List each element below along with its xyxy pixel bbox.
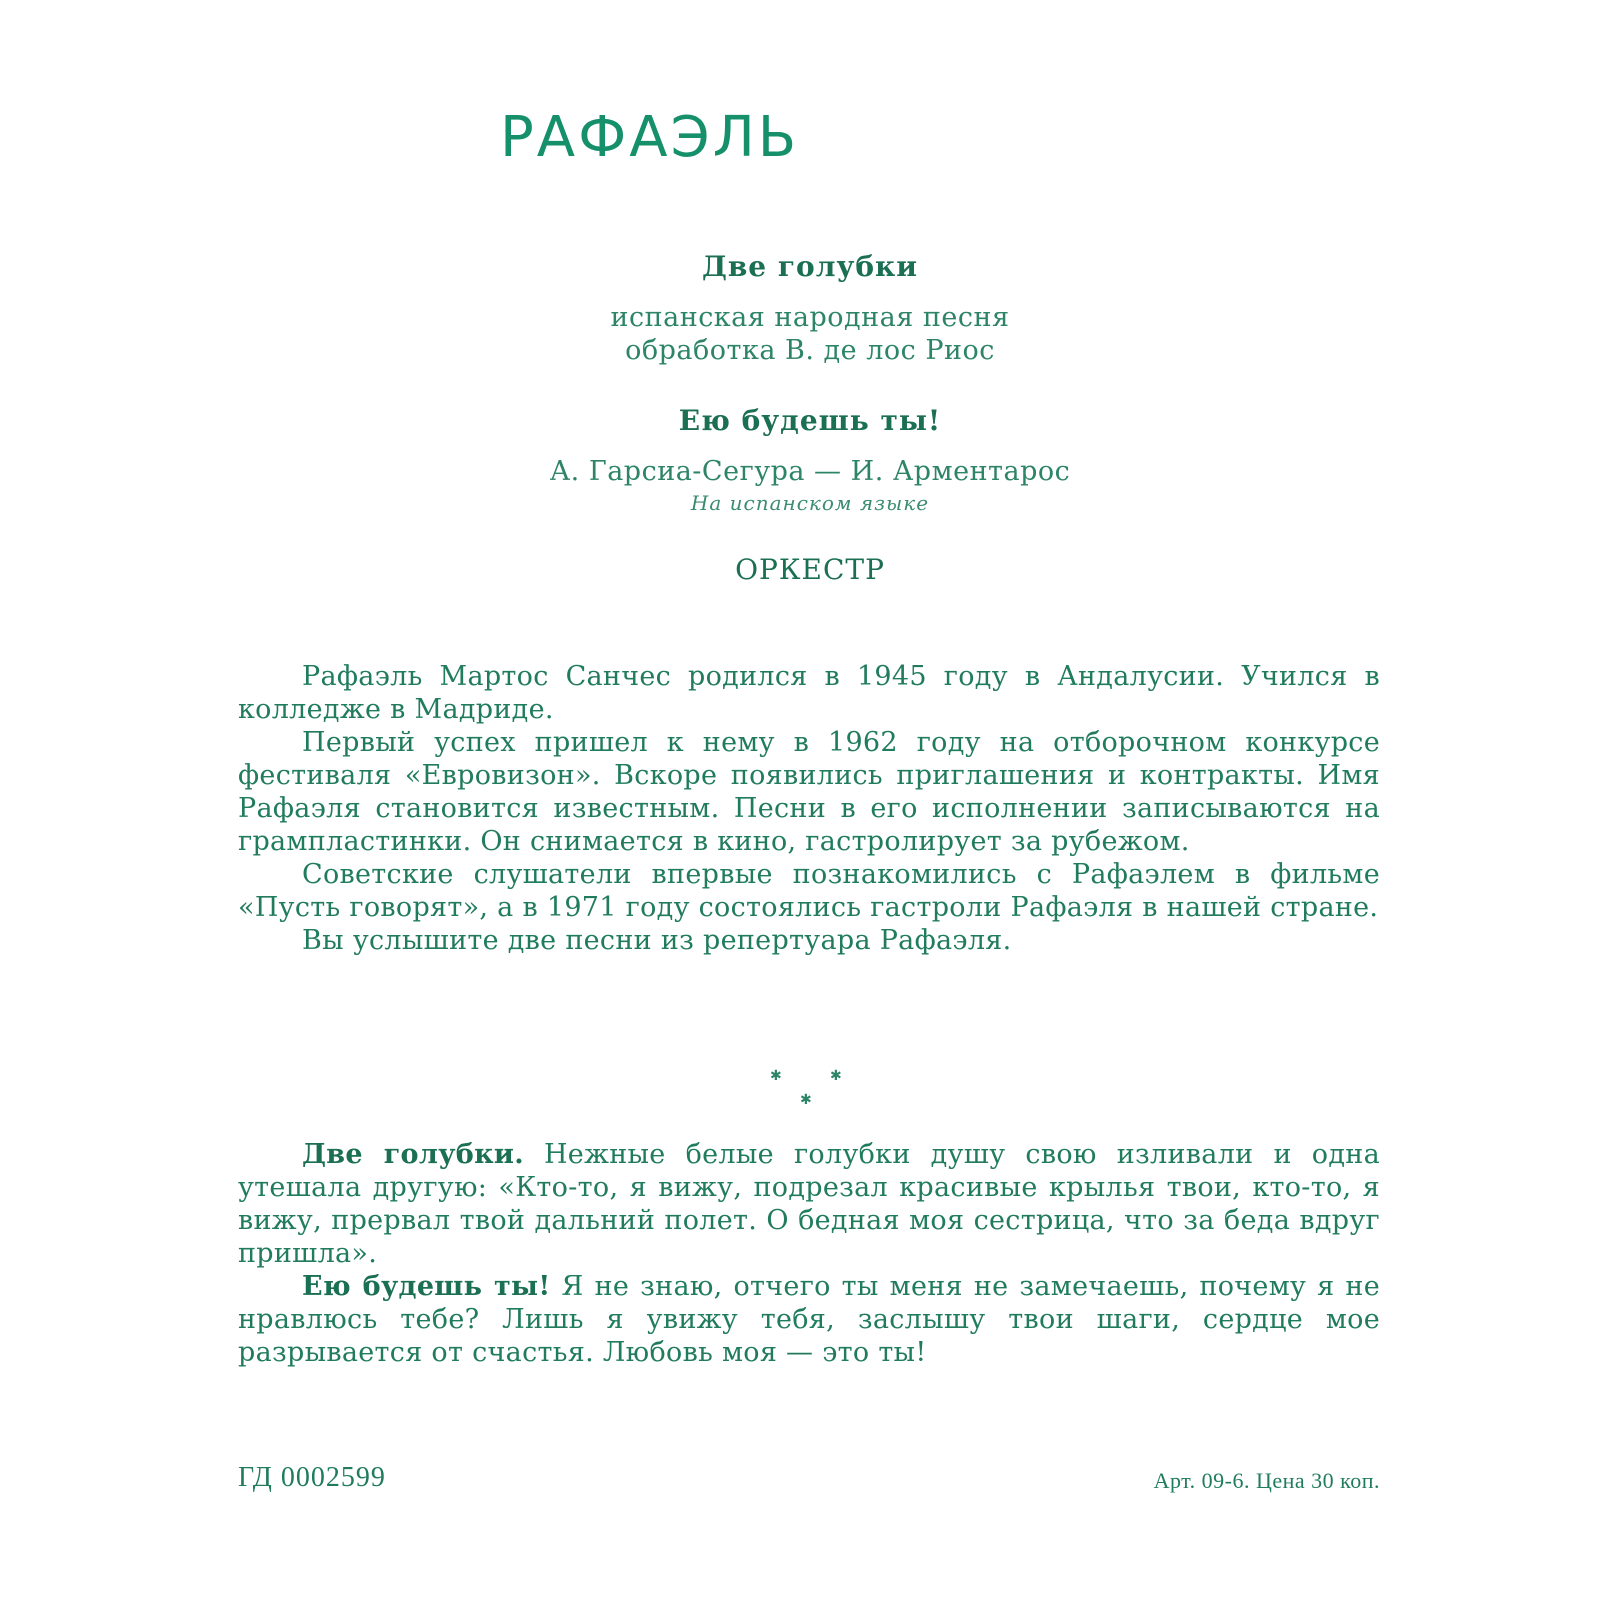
price-label: Арт. 09-6. Цена 30 коп.	[1153, 1468, 1380, 1493]
bio-paragraph: Рафаэль Мартос Санчес родился в 1945 году в Андалусии. Учился в колледже в Мадриде.	[238, 661, 1380, 725]
star-icon: ✱	[770, 1068, 782, 1084]
star-icon: ✱	[800, 1092, 812, 1108]
summary-text: Нежные белые голубки душу свою изливали и одна утешала другую: «Кто-то, я вижу, подрезал красивые крылья твои, кто-то, я вижу, прервал твой дальний полет. О бедная моя сестрица, что за беда вдруг пришла».	[238, 1139, 1380, 1269]
orchestra-label: ОРКЕСТР	[735, 553, 885, 586]
summary-paragraph	[238, 1138, 1380, 1270]
bio-paragraph: Советские слушатели впервые познакомились с Рафаэлем в фильме «Пусть говорят», а в 1971 году состоялись гастроли Рафаэля в нашей стране.	[238, 859, 1380, 923]
summary-paragraph	[238, 1270, 1380, 1369]
song-credit-2: А. Гарсиа-Сегура — И. Арментарос	[549, 456, 1071, 487]
bio-paragraph: Вы услышите две песни из репертуара Рафаэля.	[302, 925, 1012, 956]
song-title-1: Две голубки	[701, 250, 919, 283]
asterism-divider	[770, 1068, 850, 1108]
summary-text: Я не знаю, отчего ты меня не замечаешь, почему я не нравлюсь тебе? Лишь я увижу тебя, заслышу твои шаги, сердце мое разрывается от счастья. Любовь моя — это ты!	[238, 1271, 1380, 1368]
song-title-2: Ею будешь ты!	[678, 404, 942, 437]
star-icon: ✱	[830, 1068, 842, 1084]
biography	[238, 660, 1380, 957]
summary-lead: Ею будешь ты!	[302, 1271, 551, 1302]
song-credit-1-line-2: обработка В. де лос Риос	[625, 335, 995, 366]
song-credit-1	[380, 301, 1240, 367]
catalog-number: ГД 0002599	[238, 1462, 386, 1493]
song-language-note: На испанском языке	[690, 491, 930, 515]
song-summaries	[238, 1138, 1380, 1369]
bio-paragraph: Первый успех пришел к нему в 1962 году на отборочном конкурсе фестиваля «Евровизон». Вскоре появились приглашения и контракты. Имя Рафаэля становится известным. Песни в его исполнении записываются на грампластинки. Он снимается в кино, гастролирует за рубежом.	[238, 727, 1380, 857]
song-credit-1-line-1: испанская народная песня	[610, 302, 1010, 333]
artist-title: РАФАЭЛЬ	[500, 105, 800, 170]
summary-lead: Две голубки.	[302, 1139, 524, 1170]
